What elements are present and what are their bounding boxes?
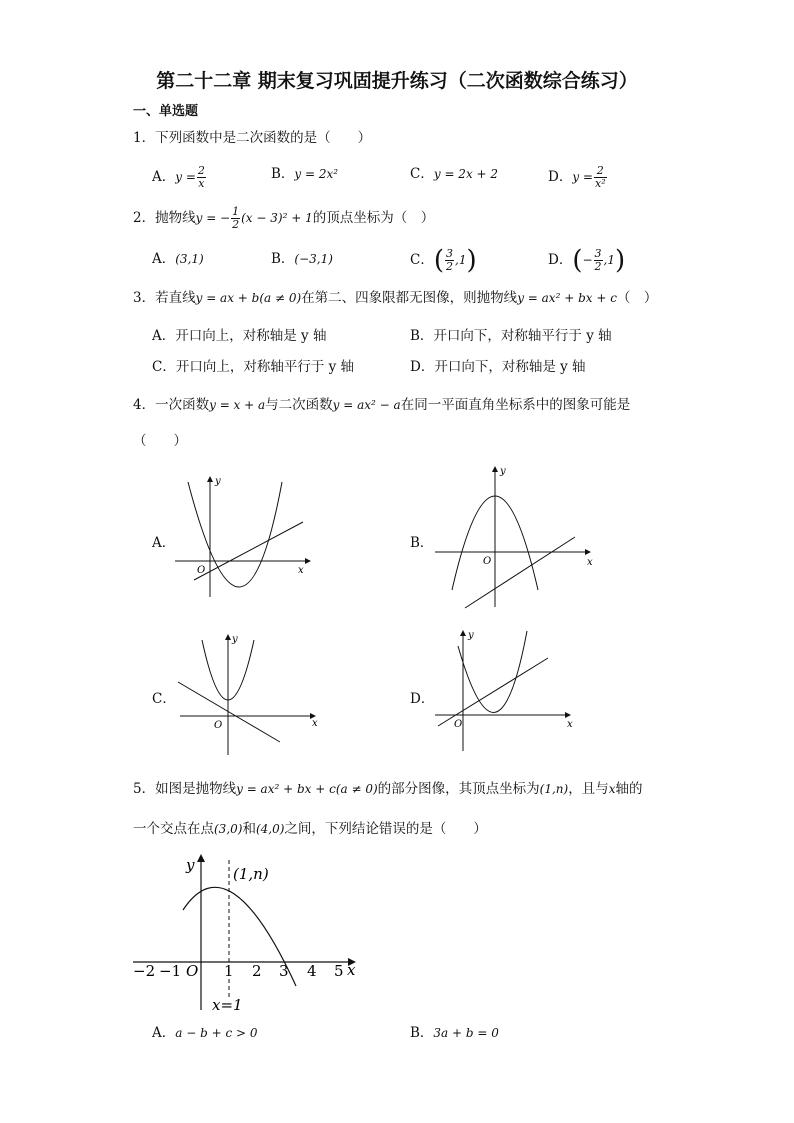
- q2-option-c: C．( $\frac{3}{2}$ ,1): [410, 245, 477, 276]
- q4-graph-b: [430, 462, 600, 612]
- origin-label: O: [186, 962, 199, 980]
- vertex-label: (1,n): [233, 865, 269, 883]
- axis-x-label: x: [312, 718, 318, 729]
- q2-option-a: A．(3,1): [152, 251, 204, 267]
- axis-y-label: y: [186, 856, 195, 874]
- q4-answer-blank: （ ）: [133, 433, 187, 449]
- q1-option-d: D．y = $\frac{2}{\text{x²}}$: [548, 164, 606, 190]
- q4-label-b: B．: [410, 535, 434, 551]
- q3-option-d: D．开口向下，对称轴是 y 轴: [410, 359, 586, 375]
- tick-label: −1: [159, 962, 182, 980]
- origin-label: O: [483, 556, 492, 567]
- tick-label: 2: [252, 962, 262, 980]
- q5-stem-line2: 一个交点在点(3,0)和(4,0)之间，下列结论错误的是（ ）: [133, 821, 487, 837]
- q1-option-a: A．y = $\frac{2}{x}$: [152, 164, 205, 190]
- origin-label: O: [214, 720, 223, 731]
- axis-x-label: x: [347, 961, 356, 979]
- q4-graph-d: [430, 626, 580, 756]
- tick-label: −2: [133, 962, 156, 980]
- q3-option-c: C．开口向上，对称轴平行于 y 轴: [152, 359, 355, 375]
- page-title: 第二十二章 期末复习巩固提升练习（二次函数综合练习）: [156, 70, 638, 92]
- q5-option-a: A．a − b + c > 0: [152, 1025, 258, 1041]
- q2-option-d: D．(− $\frac{3}{2}$ ,1): [548, 245, 626, 276]
- q4-graph-c: [172, 630, 322, 760]
- axis-y-label: y: [500, 466, 506, 477]
- q3-stem: 3．若直线y = ax + b(a ≠ 0)在第二、四象限都无图像，则抛物线y = ax² + bx + c（ ）: [133, 290, 658, 306]
- section-heading: 一、单选题: [133, 104, 199, 119]
- q4-label-c: C．: [152, 691, 176, 707]
- q1-option-b: B．y = 2x²: [271, 166, 339, 182]
- axis-y-label: y: [232, 634, 238, 645]
- q3-option-b: B．开口向下，对称轴平行于 y 轴: [410, 328, 612, 344]
- q1-option-c: C．y = 2x + 2: [410, 166, 499, 182]
- tick-label: 1: [224, 962, 234, 980]
- q5-stem-line1: 5．如图是抛物线y = ax² + bx + c(a ≠ 0)的部分图像，其顶点坐标为(1,n)，且与x轴的: [133, 781, 643, 797]
- q4-label-d: D．: [410, 691, 435, 707]
- tick-label: 5: [334, 962, 344, 980]
- q3-option-a: A．开口向上，对称轴是 y 轴: [152, 328, 327, 344]
- q5-option-b: B．3a + b = 0: [410, 1025, 499, 1041]
- symmetry-axis-label: x=1: [212, 996, 243, 1014]
- q4-stem: 4．一次函数y = x + a与二次函数y = ax² − a在同一平面直角坐标系中的图象可能是: [133, 397, 631, 413]
- q4-label-a: A．: [152, 535, 176, 551]
- axis-x-label: x: [587, 557, 593, 568]
- origin-label: O: [197, 565, 206, 576]
- q4-graph-a: [170, 472, 315, 602]
- origin-label: O: [454, 719, 463, 730]
- tick-label: 4: [307, 962, 317, 980]
- q5-parabola-graph: [128, 850, 368, 1015]
- axis-y-label: y: [215, 476, 221, 487]
- axis-x-label: x: [567, 719, 573, 730]
- axis-y-label: y: [468, 630, 474, 641]
- tick-label: 3: [279, 962, 289, 980]
- q2-option-b: B．(−3,1): [271, 251, 333, 267]
- q2-stem: 2．抛物线y = − $\frac{1}{2}$ (x − 3)² + 1的顶点坐标为（ ）: [133, 205, 435, 231]
- q1-stem: 1．下列函数中是二次函数的是（ ）: [133, 130, 372, 146]
- axis-x-label: x: [298, 565, 304, 576]
